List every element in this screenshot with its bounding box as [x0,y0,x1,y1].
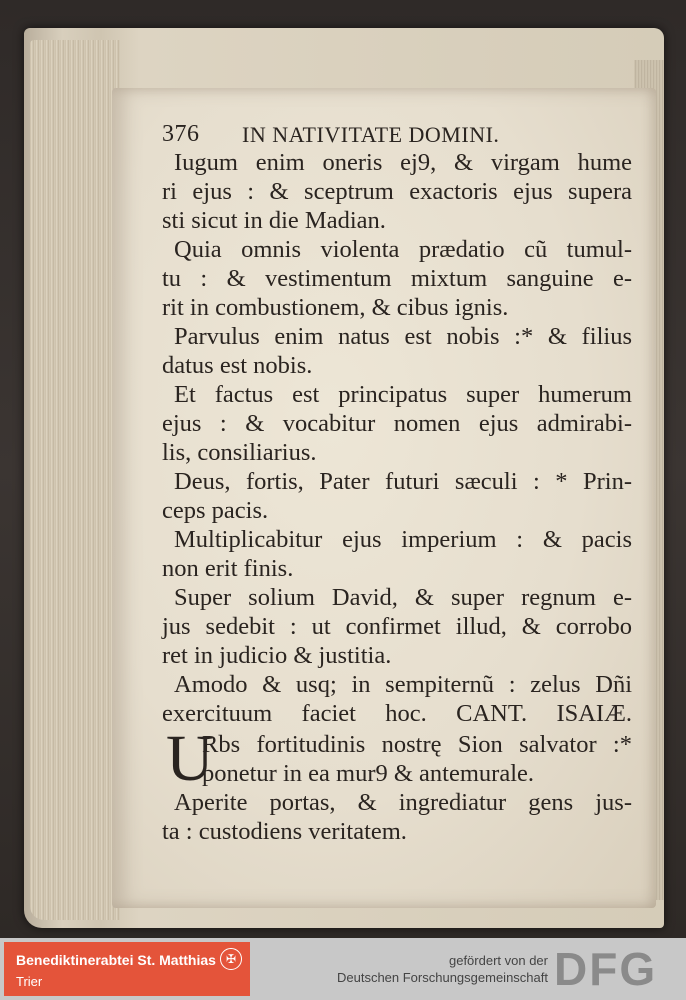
verse-line: Et factus est principatus super humerum [174,381,632,408]
verse-line: non erit finis. [162,555,294,582]
verse-line: tu : & vestimentum mixtum sanguine e- [162,265,632,292]
funding-line-2: Deutschen Forschungsgemeinschaft [336,970,548,985]
running-title: IN NATIVITATE DOMINI. [242,122,500,147]
verse-line: jus sedebit : ut confirmet illud, & corrobo [162,613,632,640]
verse-line: ceps pacis. [162,497,269,524]
verse-line: Aperite portas, & ingrediatur gens jus- [174,789,632,816]
page-number: 376 [162,121,200,147]
verse-line: rit in combustionem, & cibus ignis. [162,294,509,321]
verse-line: ret in judicio & justitia. [162,642,392,669]
verse-line: lis, consiliarius. [162,439,317,466]
verse-line: Iugum enim oneris ej9, & virgam hume [174,149,632,176]
drop-cap-letter: U [166,722,214,795]
funding-line-1: gefördert von der [448,953,548,968]
org-name: Benediktinerabtei St. Matthias [16,952,216,968]
page-stack-left [30,40,120,920]
drop-cap-lines [162,722,632,795]
drop-cap-line: Rbs fortitudinis nostrę Sion salvator :* [202,731,632,758]
verse-line: Multiplicabitur ejus imperium : & pacis [174,526,632,553]
verse-line: exercituum faciet hoc. CANT. ISAIÆ. [162,700,632,727]
org-banner[interactable] [4,942,250,996]
verse-line: Quia omnis violenta prædatio cũ tumul- [174,236,632,263]
dfg-logo[interactable]: DFG [554,943,658,995]
verse-line: datus est nobis. [162,352,313,379]
page-text [162,118,632,846]
canticle-opening [162,722,632,795]
org-city: Trier [16,974,43,989]
abbey-seal-icon: ✠ [220,948,242,970]
verse-line: ta : custodiens veritatem. [162,818,407,845]
verse-line: Deus, fortis, Pater futuri sæculi : * Prin- [174,468,632,495]
verse-line: sti sicut in die Madian. [162,207,386,234]
verse-line: ri ejus : & sceptrum exactoris ejus supera [162,178,632,205]
verse-line: Amodo & usq; in sempiternũ : zelus Dñi [174,671,632,698]
funding-note [337,952,548,986]
verse-line: ejus : & vocabitur nomen ejus admirabi- [162,410,632,437]
page-header [162,118,632,148]
verse-line: Parvulus enim natus est nobis :* & filius [174,323,632,350]
footer-bar [0,938,686,1000]
verse-lines [162,148,632,728]
drop-cap-line: ponetur in ea mur9 & antemurale. [202,760,534,787]
verse-line: Super solium David, & super regnum e- [174,584,632,611]
final-verse-lines [162,788,632,846]
